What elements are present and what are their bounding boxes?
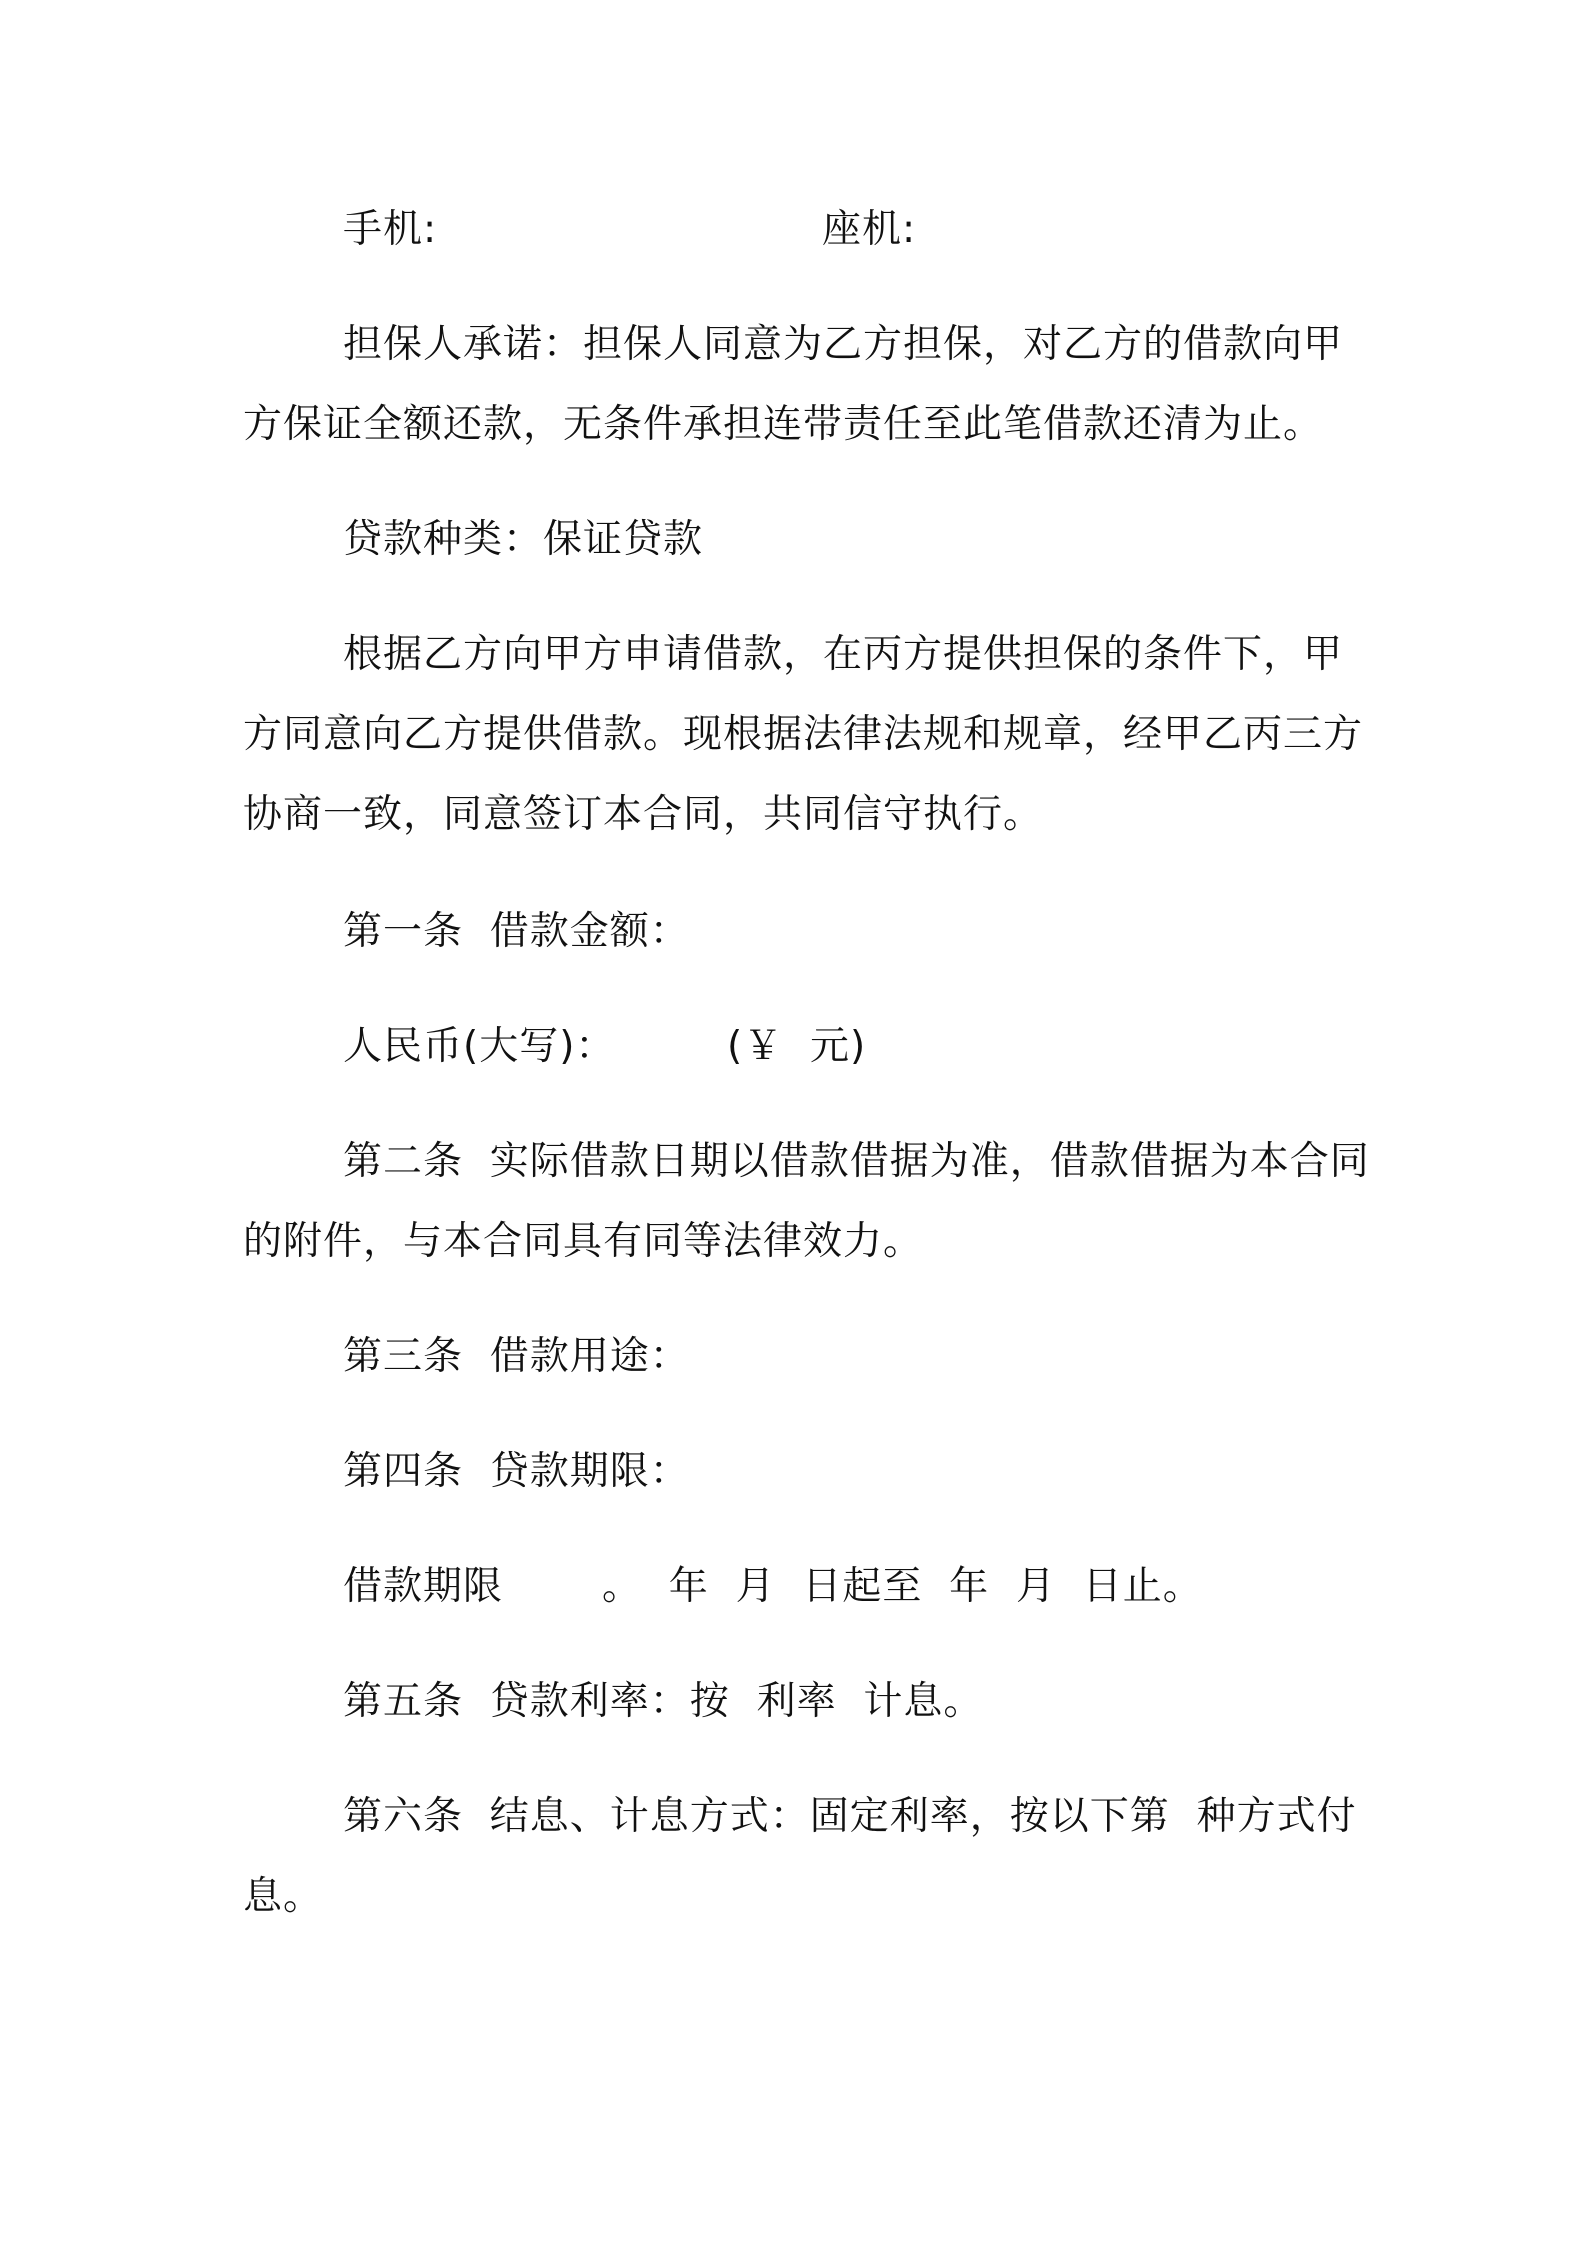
intro-line-2: 方同意向乙方提供借款。现根据法律法规和规章，经甲乙丙三方 bbox=[243, 712, 1364, 757]
loan-term-label: 借款期限 bbox=[343, 1564, 504, 1609]
article-2-line-1: 第二条 实际借款日期以借款借据为准，借款借据为本合同 bbox=[343, 1139, 1370, 1184]
article-6-line-1: 第六条 结息、计息方式：固定利率，按以下第 种方式付 bbox=[343, 1794, 1357, 1839]
article-1-title: 第一条 借款金额： bbox=[343, 909, 690, 954]
loan-type: 贷款种类：保证贷款 bbox=[343, 517, 704, 562]
guarantor-promise-line-2: 方保证全额还款，无条件承担连带责任至此笔借款还清为止。 bbox=[243, 402, 1324, 447]
article-6-line-2: 息。 bbox=[243, 1874, 324, 1919]
landline-label: 座机: bbox=[822, 207, 917, 252]
article-5: 第五条 贷款利率：按 利率 计息。 bbox=[343, 1679, 984, 1724]
loan-term-dates: 。 年 月 日起至 年 月 日止。 bbox=[602, 1564, 1203, 1609]
article-4-title: 第四条 贷款期限： bbox=[343, 1449, 690, 1494]
mobile-label: 手机: bbox=[343, 207, 438, 252]
amount-label: 人民币(大写)： bbox=[343, 1024, 616, 1069]
article-3: 第三条 借款用途： bbox=[343, 1334, 690, 1379]
amount-figure: (￥ 元) bbox=[727, 1024, 867, 1069]
article-2-line-2: 的附件，与本合同具有同等法律效力。 bbox=[243, 1219, 924, 1264]
intro-line-1: 根据乙方向甲方申请借款，在丙方提供担保的条件下，甲 bbox=[343, 632, 1344, 677]
guarantor-promise-line-1: 担保人承诺：担保人同意为乙方担保，对乙方的借款向甲 bbox=[343, 322, 1344, 367]
intro-line-3: 协商一致，同意签订本合同，共同信守执行。 bbox=[243, 792, 1044, 837]
